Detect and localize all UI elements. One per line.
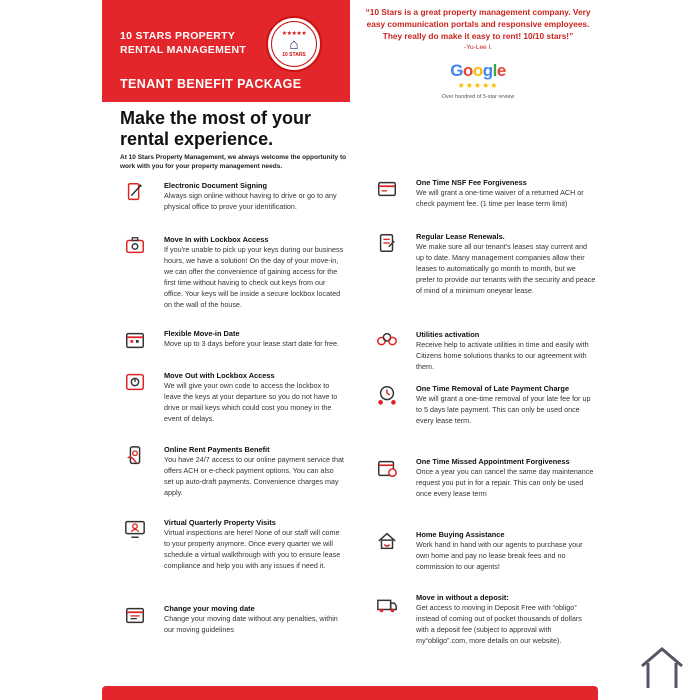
safe-icon bbox=[124, 371, 146, 393]
company-logo: ★★★★★ ⌂ 10 STARS bbox=[266, 16, 322, 72]
benefit-title: Virtual Quarterly Property Visits bbox=[164, 518, 276, 527]
google-logo: Google bbox=[450, 61, 506, 80]
review-author: -Yu-Lee I. bbox=[463, 44, 493, 51]
home-outline-icon bbox=[636, 642, 688, 694]
virtual-visit-icon bbox=[124, 518, 146, 540]
moving-date-icon bbox=[124, 604, 146, 626]
benefit-title: Move in without a deposit: bbox=[416, 593, 509, 602]
benefit-title: Electronic Document Signing bbox=[164, 181, 268, 190]
benefit-text: Once a year you can cancel the same day maintenance request you put in for a repair. This can only be used once every lease term bbox=[416, 467, 594, 498]
home-buying-icon bbox=[376, 530, 398, 552]
nsf-fee-icon bbox=[376, 178, 398, 200]
logo-text: 10 STARS bbox=[282, 52, 306, 58]
benefit-title: One Time Missed Appointment Forgiveness bbox=[416, 457, 570, 466]
header-banner bbox=[102, 0, 350, 102]
benefit-title: One Time NSF Fee Forgiveness bbox=[416, 178, 527, 187]
benefit-text: We will grant a one-time removal of your late fee for up to 5 days late payment. This can only be used once every lease term. bbox=[416, 394, 591, 425]
benefit-text: Move up to 3 days before your lease start date for free. bbox=[164, 339, 339, 348]
benefit-text: Work hand in hand with our agents to purchase your own home and pay no lease break fees and no commission to our agents! bbox=[416, 540, 583, 571]
benefit-title: Home Buying Assistance bbox=[416, 530, 505, 539]
benefit-text: Always sign online without having to drive or go to any physical office to prove your identification. bbox=[164, 191, 337, 211]
benefit-title: Regular Lease Renewals. bbox=[416, 232, 505, 241]
late-payment-icon bbox=[376, 384, 398, 406]
utilities-icon bbox=[376, 330, 398, 352]
benefit-text: We will give your own code to access the lockbox to leave the keys at your departure so you do not have to drive or mail keys which could cost you money in the event of delays. bbox=[164, 381, 338, 423]
review-box bbox=[358, 6, 598, 101]
document-signing-icon bbox=[124, 181, 146, 203]
benefit-title: Utilities activation bbox=[416, 330, 480, 339]
benefit-text: We will grant a one-time waiver of a returned ACH or check payment fee. (1 time per lease term limit) bbox=[416, 188, 584, 208]
brand-name-line-1: 10 STARS PROPERTY bbox=[120, 30, 236, 42]
benefit-title: Online Rent Payments Benefit bbox=[164, 445, 270, 454]
benefit-text: Get access to moving in Deposit Free with “obligo” instead of coming out of pocket thousands of dollars with a deposit fee (subject to approval with my“obligo”.com, more details on our website). bbox=[416, 603, 582, 645]
google-review-note: Over hundred of 5-star review bbox=[441, 94, 515, 100]
review-quote: “10 Stars is a great property management company. Very easy communication portals and responsive employees. They really do make it easy to rent! 10/10 stars!” bbox=[365, 7, 591, 41]
benefit-title: Change your moving date bbox=[164, 604, 255, 613]
benefit-text: You have 24/7 access to our online payment service that offers ACH or e-check payment options. You can also set up auto-draft payments. Convenience charges may apply. bbox=[164, 455, 344, 497]
calendar-icon bbox=[124, 329, 146, 351]
tenant-benefit-flyer bbox=[102, 0, 598, 700]
benefit-text: We make sure all our tenant's leases stay current and up to date. Many management companies allow their leases to automatically go month to month, but we prefer to provide our tenants with the security and peace of mind of a minimum oneyear lease. bbox=[416, 242, 596, 295]
deposit-free-icon bbox=[376, 593, 398, 615]
benefit-title: Move Out with Lockbox Access bbox=[164, 371, 275, 380]
intro-text: At 10 Stars Property Management, we always welcome the opportunity to work with you for your property management needs. bbox=[120, 154, 347, 170]
page-headline: Make the most of your rental experience. bbox=[120, 108, 312, 149]
lease-renewal-icon bbox=[376, 232, 398, 254]
rating-stars-icon: ★★★★★ bbox=[457, 81, 499, 90]
benefit-text: Virtual inspections are here! None of our staff will come to your property anymore. Once every quarter we will schedule a virtual walkthrough with you to ensure lease compliance and help you with any issues if need it. bbox=[164, 528, 341, 570]
package-title: TENANT BENEFIT PACKAGE bbox=[120, 77, 302, 91]
benefit-title: Flexible Move-in Date bbox=[164, 329, 240, 338]
online-payment-icon bbox=[124, 445, 146, 467]
footer-bar bbox=[102, 686, 598, 700]
benefit-text: If you're unable to pick up your keys during our business hours, we have a solution! On the day of your move-in, we can offer the convenience of gaining access for the first time without having to check out keys from our office. Your keys will be inside a secure lockbox located on the wall of the house. bbox=[164, 245, 344, 309]
appointment-icon bbox=[376, 457, 398, 479]
brand-name-line-2: RENTAL MANAGEMENT bbox=[120, 44, 247, 56]
benefit-text: Change your moving date without any penalties, within our moving guidelines bbox=[164, 614, 338, 634]
lockbox-icon bbox=[124, 235, 146, 257]
benefit-title: One Time Removal of Late Payment Charge bbox=[416, 384, 570, 393]
benefit-text: Receive help to activate utilities in time and easily with Citizens home solutions thanks to our agreement with them. bbox=[416, 340, 589, 371]
benefit-title: Move In with Lockbox Access bbox=[164, 235, 269, 244]
